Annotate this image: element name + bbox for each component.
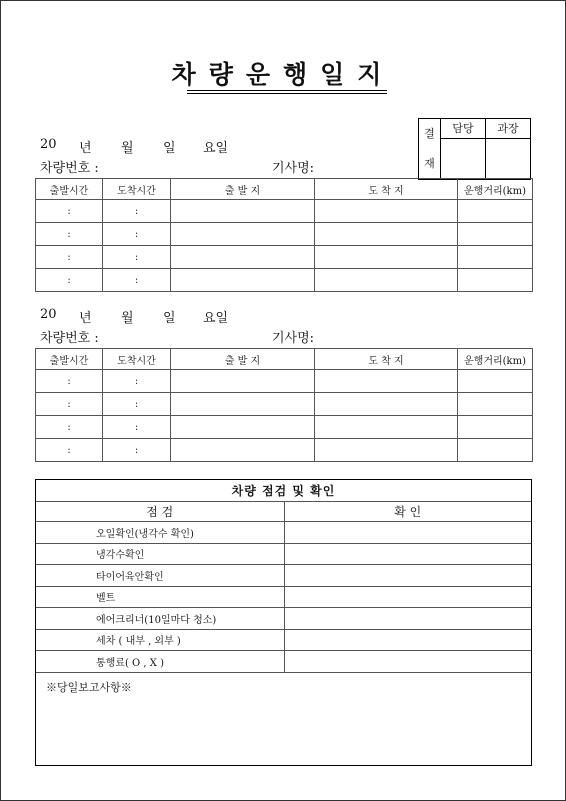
confirm-cell[interactable] (284, 651, 531, 673)
distance-cell[interactable] (458, 439, 533, 462)
check-item-label: 냉각수확인 (36, 543, 284, 565)
table-row (36, 439, 533, 462)
approval-box (418, 118, 531, 180)
log1-month-label: 월 (121, 141, 134, 156)
table-row (36, 269, 533, 292)
check-item-label: 벨트 (36, 586, 284, 608)
col-header-departure-time: 출발시간 (36, 179, 103, 200)
list-item (36, 586, 531, 608)
col-header-arrival-time: 도착시간 (103, 349, 171, 370)
approval-head-charge: 담당 (441, 119, 486, 139)
table-row (36, 223, 533, 246)
arrival-time-cell[interactable]: : (103, 223, 171, 246)
log1-vehicle-label: 차량번호 : (40, 161, 99, 176)
log2-year-label: 년 (79, 311, 92, 326)
departure-time-cell[interactable]: : (36, 223, 103, 246)
arrival-time-cell[interactable]: : (103, 200, 171, 223)
distance-cell[interactable] (458, 223, 533, 246)
destination-cell[interactable] (315, 393, 458, 416)
destination-cell[interactable] (315, 246, 458, 269)
log1-year-label: 년 (79, 141, 92, 156)
arrival-time-cell[interactable]: : (103, 439, 171, 462)
approval-sign-charge[interactable] (441, 138, 486, 179)
origin-cell[interactable] (171, 439, 315, 462)
distance-cell[interactable] (458, 200, 533, 223)
arrival-time-cell[interactable]: : (103, 416, 171, 439)
confirm-cell[interactable] (284, 522, 531, 544)
col-header-distance: 운행거리(km) (458, 349, 533, 370)
col-header-confirm: 확 인 (284, 502, 531, 522)
log1-table (35, 178, 533, 292)
col-header-arrival-time: 도착시간 (103, 179, 171, 200)
table-row (36, 370, 533, 393)
log2-day-label: 일 (163, 311, 176, 326)
log2-vehicle-label: 차량번호 : (40, 331, 99, 346)
arrival-time-cell[interactable]: : (103, 370, 171, 393)
log1-year: 20 (40, 137, 57, 152)
list-item (36, 565, 531, 587)
origin-cell[interactable] (171, 370, 315, 393)
list-item (36, 543, 531, 565)
list-item (36, 522, 531, 544)
origin-cell[interactable] (171, 416, 315, 439)
arrival-time-cell[interactable]: : (103, 393, 171, 416)
log2-table (35, 348, 533, 462)
origin-cell[interactable] (171, 223, 315, 246)
title-underline (187, 90, 387, 91)
confirm-cell[interactable] (284, 586, 531, 608)
col-header-destination: 도 착 지 (315, 179, 458, 200)
col-header-distance: 운행거리(km) (458, 179, 533, 200)
list-item (36, 629, 531, 651)
check-item-label: 에어크리너(10일마다 청소) (36, 608, 284, 630)
destination-cell[interactable] (315, 223, 458, 246)
inspection-section (35, 479, 532, 766)
distance-cell[interactable] (458, 416, 533, 439)
check-item-label: 타이어육안확인 (36, 565, 284, 587)
col-header-destination: 도 착 지 (315, 349, 458, 370)
origin-cell[interactable] (171, 246, 315, 269)
log2-month-label: 월 (121, 311, 134, 326)
inspection-title: 차량 점검 및 확인 (36, 480, 531, 502)
col-header-departure-time: 출발시간 (36, 349, 103, 370)
confirm-cell[interactable] (284, 629, 531, 651)
destination-cell[interactable] (315, 200, 458, 223)
departure-time-cell[interactable]: : (36, 269, 103, 292)
departure-time-cell[interactable]: : (36, 246, 103, 269)
log2-year: 20 (40, 307, 57, 322)
table-row (36, 416, 533, 439)
departure-time-cell[interactable]: : (36, 370, 103, 393)
destination-cell[interactable] (315, 416, 458, 439)
log1-driver-label: 기사명: (272, 161, 315, 176)
destination-cell[interactable] (315, 269, 458, 292)
log1-day-label: 일 (163, 141, 176, 156)
check-item-label: 통행료( O , X ) (36, 651, 284, 673)
distance-cell[interactable] (458, 269, 533, 292)
destination-cell[interactable] (315, 439, 458, 462)
arrival-time-cell[interactable]: : (103, 269, 171, 292)
inspection-table (36, 480, 531, 673)
origin-cell[interactable] (171, 200, 315, 223)
col-header-check: 점 검 (36, 502, 284, 522)
distance-cell[interactable] (458, 393, 533, 416)
arrival-time-cell[interactable]: : (103, 246, 171, 269)
origin-cell[interactable] (171, 393, 315, 416)
check-item-label: 오일확인(냉각수 확인) (36, 522, 284, 544)
confirm-cell[interactable] (284, 543, 531, 565)
col-header-origin: 출 발 지 (171, 349, 315, 370)
daily-report-label: ※당일보고사항※ (46, 680, 132, 694)
approval-head-manager: 과장 (486, 119, 531, 139)
log2-weekday-label: 요일 (203, 311, 229, 326)
log2-driver-label: 기사명: (272, 331, 315, 346)
list-item (36, 608, 531, 630)
confirm-cell[interactable] (284, 608, 531, 630)
table-row (36, 393, 533, 416)
list-item (36, 651, 531, 673)
table-row (36, 246, 533, 269)
col-header-origin: 출 발 지 (171, 179, 315, 200)
departure-time-cell[interactable]: : (36, 439, 103, 462)
departure-time-cell[interactable]: : (36, 200, 103, 223)
departure-time-cell[interactable]: : (36, 416, 103, 439)
origin-cell[interactable] (171, 269, 315, 292)
page-title: 차량운행일지 (171, 60, 395, 89)
distance-cell[interactable] (458, 246, 533, 269)
title-underline-2 (187, 93, 387, 94)
confirm-cell[interactable] (284, 565, 531, 587)
check-item-label: 세차 ( 내부 , 외부 ) (36, 629, 284, 651)
log1-weekday-label: 요일 (203, 141, 229, 156)
departure-time-cell[interactable]: : (36, 393, 103, 416)
destination-cell[interactable] (315, 370, 458, 393)
approval-sign-manager[interactable] (486, 138, 531, 179)
approval-label: 결 재 (419, 119, 441, 180)
table-row (36, 200, 533, 223)
distance-cell[interactable] (458, 370, 533, 393)
